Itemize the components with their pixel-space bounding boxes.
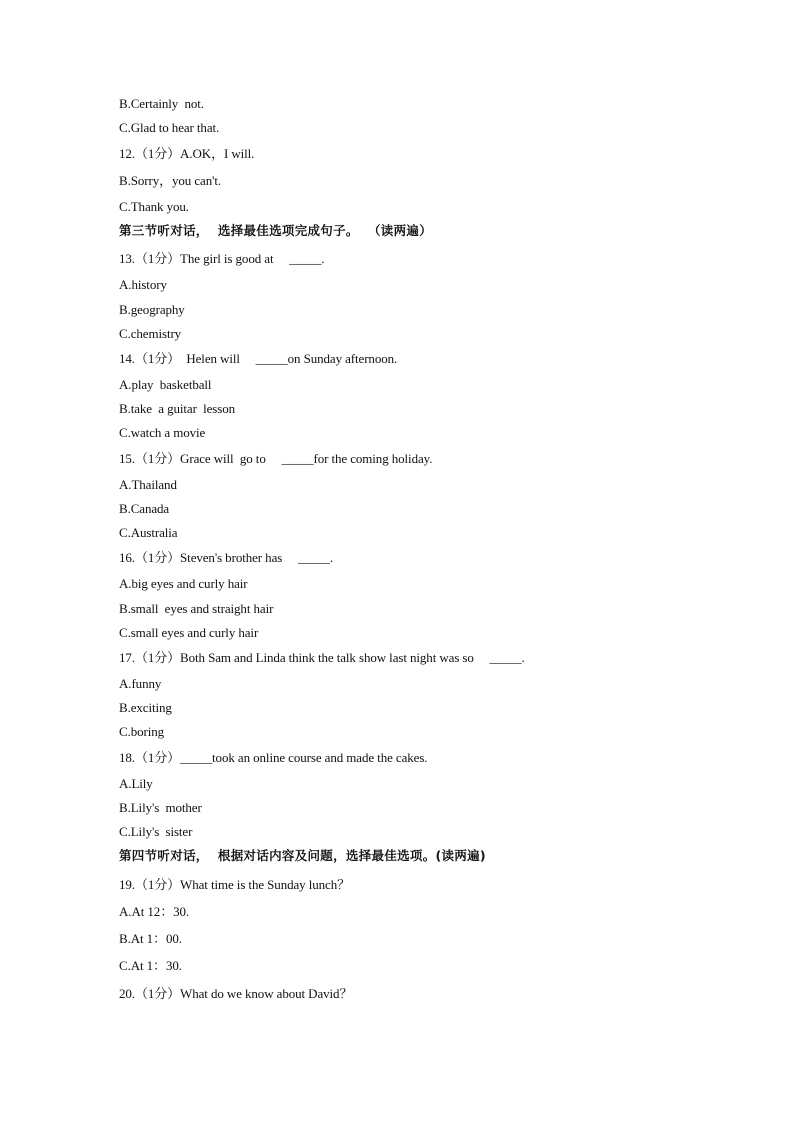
option-18b: B.Lily's mother (119, 800, 202, 815)
option-15a: A.Thailand (119, 477, 177, 492)
option-13c: C.chemistry (119, 326, 182, 341)
question-16: 16.（1分）Steven's brother has _____. (119, 550, 334, 565)
question-12: 12.（1分）A.OK，I will. (119, 146, 255, 161)
option-17b: B.exciting (119, 700, 172, 715)
option-16a: A.big eyes and curly hair (119, 576, 248, 591)
option-13a: A.history (119, 277, 167, 292)
question-20: 20.（1分）What do we know about David？ (119, 986, 353, 1001)
option-16c: C.small eyes and curly hair (119, 625, 259, 640)
option-14a: A.play basketball (119, 377, 212, 392)
option-15c: C.Australia (119, 525, 178, 540)
option-19b: B.At 1：00. (119, 931, 182, 946)
option-14b: B.take a guitar lesson (119, 401, 236, 416)
question-14: 14.（1分） Helen will _____on Sunday afternoon. (119, 351, 398, 366)
option-15b: B.Canada (119, 501, 170, 516)
option-17a: A.funny (119, 676, 162, 691)
option-14c: C.watch a movie (119, 425, 206, 440)
section-4-heading: 第四节听对话， 根据对话内容及问题，选择最佳选项。(读两遍) (119, 848, 486, 863)
option-17c: C.boring (119, 724, 165, 739)
question-15: 15.（1分）Grace will go to _____for the coming holiday. (119, 451, 433, 466)
option-18c: C.Lily's sister (119, 824, 193, 839)
option-11c: C.Glad to hear that. (119, 120, 220, 135)
question-17: 17.（1分）Both Sam and Linda think the talk show last night was so _____. (119, 650, 525, 665)
question-13: 13.（1分）The girl is good at _____. (119, 251, 325, 266)
option-18a: A.Lily (119, 776, 153, 791)
option-19c: C.At 1：30. (119, 958, 182, 973)
option-12b: B.Sorry，you can't. (119, 173, 222, 188)
option-19a: A.At 12：30. (119, 904, 190, 919)
question-19: 19.（1分）What time is the Sunday lunch？ (119, 877, 350, 892)
section-3-heading: 第三节听对话， 选择最佳选项完成句子。 （读两遍） (119, 223, 433, 238)
option-12c: C.Thank you. (119, 199, 189, 214)
option-16b: B.small eyes and straight hair (119, 601, 274, 616)
question-18: 18.（1分）_____took an online course and made the cakes. (119, 750, 428, 765)
option-13b: B.geography (119, 302, 185, 317)
option-11b: B.Certainly not. (119, 96, 204, 111)
